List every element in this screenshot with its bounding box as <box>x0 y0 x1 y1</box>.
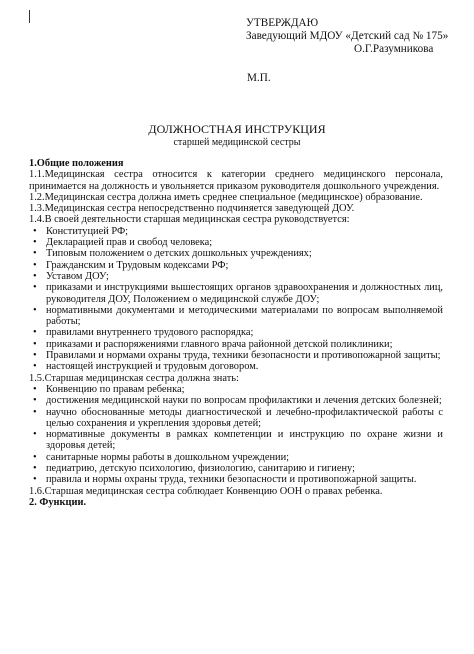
section-heading: 1.Общие положения <box>29 158 124 169</box>
list-item: • Конституцией РФ; <box>29 226 443 237</box>
document-body <box>29 158 443 508</box>
list-item: • Уставом ДОУ; <box>29 271 443 282</box>
approval-block <box>246 17 448 56</box>
paragraph-1-2: 1.2.Медицинская сестра должна иметь среднее специальное (медицинское) образование. <box>29 191 423 203</box>
list-item: • Конвенцию по правам ребенка; <box>29 384 443 395</box>
section-heading: 2. Функции. <box>29 496 87 508</box>
list-item: • достижения медицинской науки по вопросам профилактики и лечения детских болезней; <box>29 395 443 406</box>
stamp-place: М.П. <box>247 72 271 84</box>
list-item: • настоящей инструкцией и трудовым договором. <box>29 361 443 372</box>
list-item: • санитарные нормы работы в дошкольном учреждении; <box>29 452 443 463</box>
list-item: • приказами и распоряжениями главного врача районной детской поликлиники; <box>29 339 443 350</box>
paragraph-1-6: 1.6.Старшая медицинская сестра соблюдает Конвенцию ООН о правах ребенка. <box>29 485 383 497</box>
paragraph-1-3: 1.3.Медицинская сестра непосредственно подчиняется заведующей ДОУ. <box>29 203 355 215</box>
knowledge-list <box>29 384 443 486</box>
list-item: • нормативными документами и методическими материалами по вопросам выполняемой работы; <box>29 305 443 328</box>
list-item: • Декларацией прав и свобод человека; <box>29 237 443 248</box>
list-item: • правила и нормы охраны труда, техники безопасности и противопожарной защиты. <box>29 474 443 485</box>
text-cursor <box>29 10 30 23</box>
list-item: • приказами и инструкциями вышестоящих органов здравоохранения и должностных лиц, руководителя ДОУ, Положением о медицинской службе ДОУ; <box>29 282 443 305</box>
list-item: • Типовым положением о детских дошкольных учреждениях; <box>29 248 443 259</box>
list-item: • нормативные документы в рамках компетенции и инструкцию по охране жизни и здоровья детей; <box>29 429 443 452</box>
list-item: • педиатрию, детскую психологию, физиологию, санитарию и гигиену; <box>29 463 443 474</box>
document-title: ДОЛЖНОСТНАЯ ИНСТРУКЦИЯ <box>148 122 326 136</box>
approval-line-name: О.Г.Разумникова <box>354 43 434 55</box>
paragraph-1-5: 1.5.Старшая медицинская сестра должна знать: <box>29 372 239 384</box>
paragraph-1-1: 1.1.Медицинская сестра относится к категории среднего медицинского персонала, принимается на должность и увольняется приказом руководителя дошкольного учреждения. <box>29 169 443 192</box>
paragraph-1-4: 1.4.В своей деятельности старшая медицинская сестра руководствуется: <box>29 214 350 226</box>
list-item: • научно обоснованные методы диагностической и лечебно-профилактической работы с целью сохранения и укрепления здоровья детей; <box>29 407 443 430</box>
list-item: • Правилами и нормами охраны труда, техники безопасности и противопожарной защиты; <box>29 350 443 361</box>
list-item: • Гражданским и Трудовым кодексами РФ; <box>29 260 443 271</box>
approval-line-approve: УТВЕРЖДАЮ <box>246 17 319 29</box>
guidance-list <box>29 226 443 373</box>
list-item: • правилами внутреннего трудового распорядка; <box>29 327 443 338</box>
approval-line-position: Заведующий МДОУ «Детский сад № 175» <box>246 30 449 42</box>
document-subtitle: старшей медицинской сестры <box>173 137 301 148</box>
